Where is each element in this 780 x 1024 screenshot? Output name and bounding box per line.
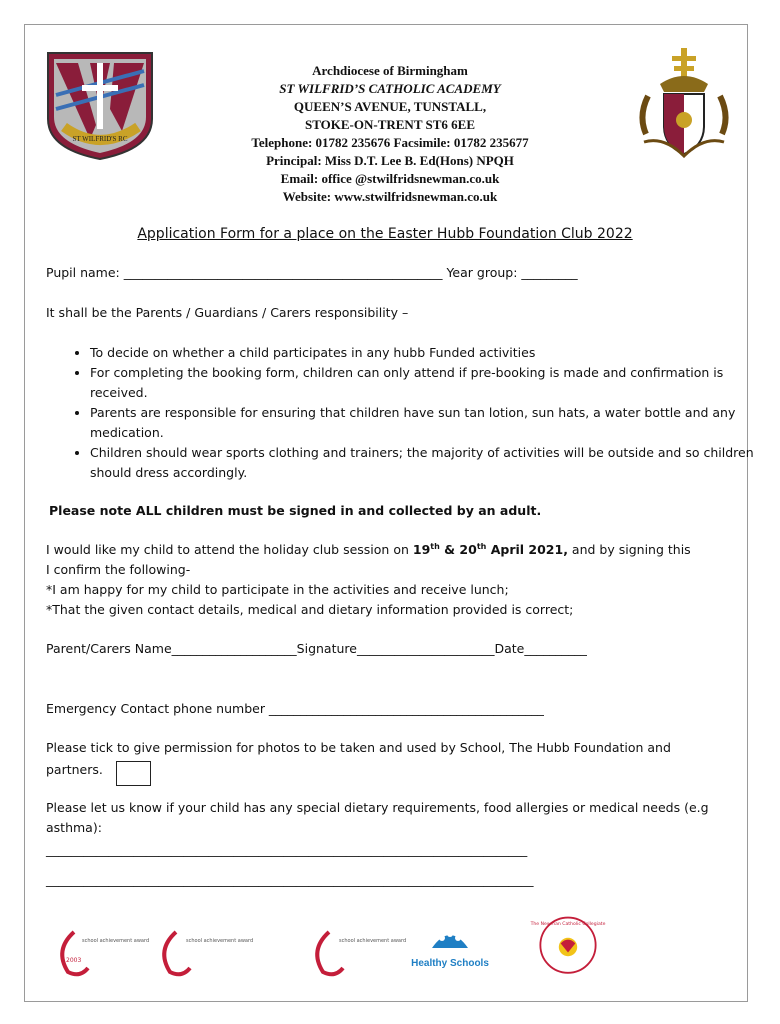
- telephone: Telephone: 01782 235676 Facsimile: 01782 235677: [251, 135, 529, 150]
- svg-text:The Newman Catholic Collegiate: The Newman Catholic Collegiate: [530, 921, 606, 927]
- healthy-schools-logo: [404, 918, 496, 988]
- address-line-1: QUEEN’S AVENUE, TUNSTALL,: [293, 99, 487, 114]
- dietary-answer-line-1[interactable]: _____________________________________________________________________________: [46, 842, 528, 857]
- email: Email: office @stwilfridsnewman.co.uk: [280, 171, 500, 186]
- letterhead: [200, 62, 580, 206]
- pupil-name-field[interactable]: Pupil name: ___________________________________________________ Year group: _________: [46, 265, 578, 280]
- archdiocese-name: Archdiocese of Birmingham: [312, 63, 468, 78]
- school-name: ST WILFRID’S CATHOLIC ACADEMY: [279, 81, 501, 96]
- responsibility-heading: It shall be the Parents / Guardians / Carers responsibility –: [46, 305, 409, 320]
- attendance-date: 19th & 20th April 2021,: [412, 542, 568, 558]
- confirm-item-1: *I am happy for my child to participate in the activities and receive lunch;: [46, 582, 509, 597]
- address-line-2: STOKE-ON-TRENT ST6 6EE: [304, 117, 475, 132]
- svg-text:Healthy Schools: Healthy Schools: [411, 958, 489, 969]
- confirm-line: I confirm the following-: [46, 562, 191, 577]
- school-achievement-award-logo: [50, 918, 150, 988]
- dietary-answer-line-2[interactable]: ______________________________________________________________________________: [46, 872, 534, 887]
- attendance-text-end: and by signing this: [567, 542, 691, 558]
- archdiocese-crest-logo: [634, 46, 734, 162]
- list-item: • To decide on whether a child participates in any hubb Funded activities: [90, 343, 780, 363]
- adult-collection-note: Please note ALL children must be signed in and collected by an adult.: [49, 503, 542, 518]
- photo-permission-checkbox[interactable]: [116, 761, 151, 786]
- svg-text:2003: 2003: [66, 957, 82, 964]
- attendance-statement: [46, 542, 691, 557]
- dietary-question-2: asthma):: [46, 820, 102, 835]
- responsibility-list: [46, 343, 780, 483]
- website: Website: www.stwilfridsnewman.co.uk: [282, 189, 498, 204]
- photo-permission-text: Please tick to give permission for photos to be taken and used by School, The Hubb Foundation and: [46, 740, 671, 755]
- list-item: • For completing the booking form, children can only attend if pre-booking is made and confirmation is received.: [90, 363, 780, 403]
- form-title: Application Form for a place on the Easter Hubb Foundation Club 2022: [137, 226, 633, 242]
- confirm-item-2: *That the given contact details, medical and dietary information provided is correct;: [46, 602, 574, 617]
- dietary-question: Please let us know if your child has any special dietary requirements, food allergies or medical needs (e.g: [46, 800, 709, 815]
- newman-collegiate-logo: [530, 912, 606, 982]
- svg-text:school achievement award: school achievement award: [339, 938, 407, 944]
- signature-fields[interactable]: Parent/Carers Name____________________Signature______________________Date__________: [46, 641, 587, 656]
- school-achievement-award-logo-2: [152, 918, 254, 988]
- list-item: • Parents are responsible for ensuring that children have sun tan lotion, sun hats, a water bottle and any medication.: [90, 403, 780, 443]
- principal: Principal: Miss D.T. Lee B. Ed(Hons) NPQH: [266, 153, 514, 168]
- photo-permission-text-2: partners.: [46, 762, 103, 777]
- school-crest-logo: [44, 49, 156, 161]
- svg-text:ST WILFRID'S RC: ST WILFRID'S RC: [72, 135, 128, 143]
- school-achievement-award-logo-3: [305, 918, 407, 988]
- attendance-text: I would like my child to attend the holiday club session on: [46, 542, 413, 558]
- emergency-contact-field[interactable]: Emergency Contact phone number ____________________________________________: [46, 701, 544, 716]
- list-item: • Children should wear sports clothing and trainers; the majority of activities will be outside and so children should dress accordingly.: [90, 443, 780, 483]
- svg-text:school achievement award: school achievement award: [186, 938, 254, 944]
- svg-text:school achievement award: school achievement award: [82, 938, 150, 944]
